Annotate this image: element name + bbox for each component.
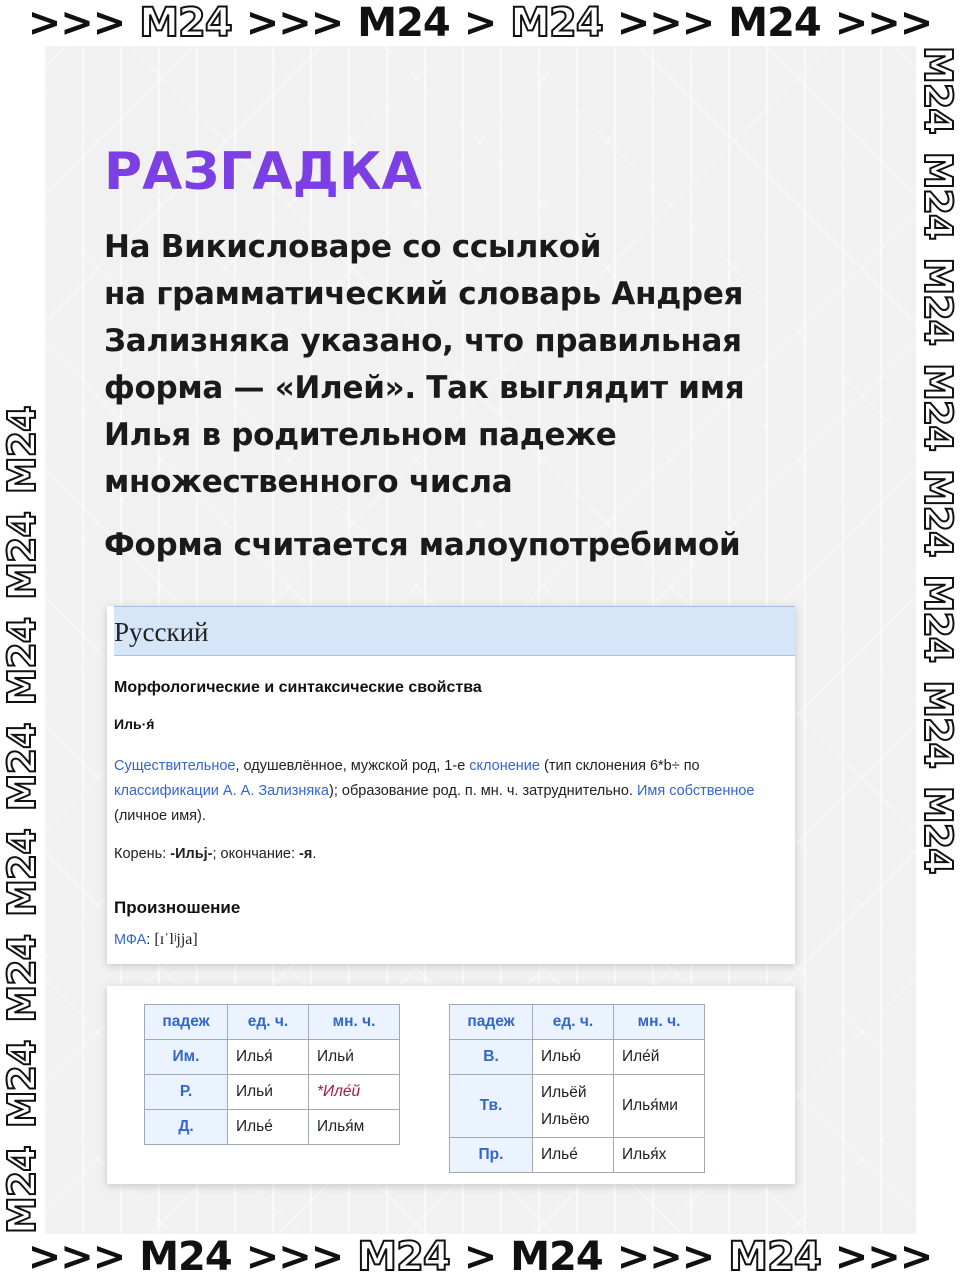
- plural-cell: Илья́м: [309, 1110, 400, 1145]
- plural-cell: Ильи́: [309, 1040, 400, 1075]
- ipa-line: [114, 931, 198, 949]
- answer-text: [104, 224, 804, 506]
- chevrons-mark: >>>: [245, 1234, 344, 1280]
- singular-form: Ильёй: [541, 1084, 587, 1101]
- desc-text: , одушевлённое, мужской род, 1-е: [235, 758, 470, 774]
- chevrons-mark: >>>: [27, 1234, 126, 1280]
- answer-line: форма — «Илей». Так выглядит имя: [104, 370, 745, 406]
- ipa-sep: :: [146, 932, 155, 948]
- m24-logo-outline: M24: [0, 617, 44, 706]
- singular-cell: Илья́: [228, 1040, 309, 1075]
- root-end: .: [312, 846, 317, 862]
- table-header-row: [145, 1005, 400, 1040]
- headword: Иль·я́: [114, 716, 155, 732]
- root-label: Корень:: [114, 846, 171, 862]
- left-brand-strip: [0, 46, 44, 1234]
- m24-logo-outline: M24: [916, 46, 960, 134]
- m24-logo: M24: [510, 1234, 603, 1280]
- chevrons-mark: >: [463, 1234, 497, 1280]
- m24-logo-outline: M24: [0, 1146, 44, 1234]
- m24-logo-outline: M24: [0, 723, 44, 812]
- m24-logo-outline: M24: [916, 468, 960, 557]
- noun-link[interactable]: Существительное: [114, 758, 236, 774]
- singular-cell: [533, 1075, 614, 1138]
- proper-name-link[interactable]: Имя собственное: [636, 783, 755, 799]
- table-header-row: [450, 1005, 705, 1040]
- table-row: [145, 1075, 400, 1110]
- singular-cell: Илью́: [533, 1040, 614, 1075]
- bottom-brand-strip: [0, 1234, 960, 1280]
- desc-text: (личное имя).: [114, 808, 206, 824]
- m24-logo-outline: M24: [0, 1040, 44, 1129]
- case-cell[interactable]: Д.: [145, 1110, 228, 1145]
- chevrons-mark: >>>: [616, 0, 715, 46]
- plural-cell: Иле́й: [614, 1040, 705, 1075]
- plural-cell: Илья́ми: [614, 1075, 705, 1138]
- chevrons-mark: >>>: [834, 0, 933, 46]
- case-cell[interactable]: Р.: [145, 1075, 228, 1110]
- chevrons-mark: >>>: [27, 0, 126, 46]
- page-title: РАЗГАДКА: [104, 142, 422, 202]
- desc-text: (тип склонения 6*b÷ по: [539, 758, 700, 774]
- morphology-heading: Морфологические и синтаксические свойства: [114, 679, 482, 696]
- table-row: [450, 1040, 705, 1075]
- declension-link[interactable]: склонение: [469, 758, 540, 774]
- right-brand-strip: [916, 46, 960, 1234]
- usage-note: Форма считается малоупотребимой: [104, 527, 741, 563]
- table-row: [450, 1075, 705, 1138]
- answer-line: множественного числа: [104, 464, 513, 500]
- declension-table-1: [144, 1004, 400, 1145]
- singular-cell: Илье́: [533, 1138, 614, 1173]
- case-cell[interactable]: Пр.: [450, 1138, 533, 1173]
- column-header-case: падеж: [450, 1005, 533, 1040]
- language-header: [114, 606, 795, 656]
- m24-logo-outline: M24: [357, 1234, 450, 1280]
- answer-line: Зализняка указано, что правильная: [104, 323, 742, 359]
- m24-logo-outline: M24: [0, 512, 44, 600]
- rare-plural-cell: *Иле́й: [309, 1075, 400, 1110]
- m24-logo-outline: M24: [916, 363, 960, 451]
- m24-logo: M24: [139, 1234, 232, 1280]
- chevrons-mark: >>>: [245, 0, 344, 46]
- declension-table-2: [449, 1004, 705, 1173]
- ipa-link[interactable]: МФА: [114, 932, 147, 948]
- desc-text: ); образование род. п. мн. ч. затруднительно.: [329, 783, 637, 799]
- chevrons-mark: >>>: [834, 1234, 933, 1280]
- answer-line: На Викисловаре со ссылкой: [104, 229, 602, 265]
- case-cell[interactable]: В.: [450, 1040, 533, 1075]
- m24-logo-outline: M24: [510, 0, 603, 46]
- case-cell[interactable]: Им.: [145, 1040, 228, 1075]
- column-header-plural: мн. ч.: [309, 1005, 400, 1040]
- chevrons-mark: >>>: [616, 1234, 715, 1280]
- ending-value: -я: [299, 846, 313, 862]
- m24-logo-outline: M24: [728, 1234, 821, 1280]
- answer-line: Илья в родительном падеже: [104, 417, 617, 453]
- table-row: [145, 1040, 400, 1075]
- m24-logo-outline: M24: [916, 785, 960, 874]
- zaliznyak-classification-link[interactable]: классификации А. А. Зализняка: [114, 783, 329, 799]
- m24-logo-outline: M24: [916, 680, 960, 768]
- m24-logo-outline: M24: [0, 934, 44, 1023]
- case-cell[interactable]: Тв.: [450, 1075, 533, 1138]
- column-header-plural: мн. ч.: [614, 1005, 705, 1040]
- answer-line: на грамматический словарь Андрея: [104, 276, 744, 312]
- m24-logo-outline: M24: [916, 257, 960, 346]
- m24-logo: M24: [728, 0, 821, 46]
- column-header-case: падеж: [145, 1005, 228, 1040]
- chevrons-mark: >: [463, 0, 497, 46]
- ending-label: ; окончание:: [212, 846, 300, 862]
- table-row: [450, 1138, 705, 1173]
- m24-logo-outline: M24: [0, 829, 44, 917]
- plural-cell: Илья́х: [614, 1138, 705, 1173]
- wiktionary-entry-card: [107, 606, 795, 964]
- m24-logo-outline: M24: [139, 0, 232, 46]
- singular-cell: Илье́: [228, 1110, 309, 1145]
- m24-logo-outline: M24: [916, 151, 960, 240]
- singular-cell: Ильи́: [228, 1075, 309, 1110]
- top-brand-strip: [0, 0, 960, 46]
- singular-form: Ильёю: [541, 1111, 590, 1128]
- ipa-value: [ɪˈlʲjja]: [154, 931, 198, 948]
- table-row: [145, 1110, 400, 1145]
- declension-tables-card: [107, 986, 795, 1184]
- pronunciation-heading: Произношение: [114, 898, 241, 917]
- m24-logo-outline: M24: [916, 574, 960, 663]
- language-title: Русский: [114, 617, 209, 647]
- word-description: [114, 754, 774, 829]
- root-value: -Ильj-: [170, 846, 213, 862]
- m24-logo: M24: [357, 0, 450, 46]
- column-header-singular: ед. ч.: [228, 1005, 309, 1040]
- m24-logo-outline: M24: [0, 406, 44, 495]
- root-info: [114, 846, 316, 862]
- column-header-singular: ед. ч.: [533, 1005, 614, 1040]
